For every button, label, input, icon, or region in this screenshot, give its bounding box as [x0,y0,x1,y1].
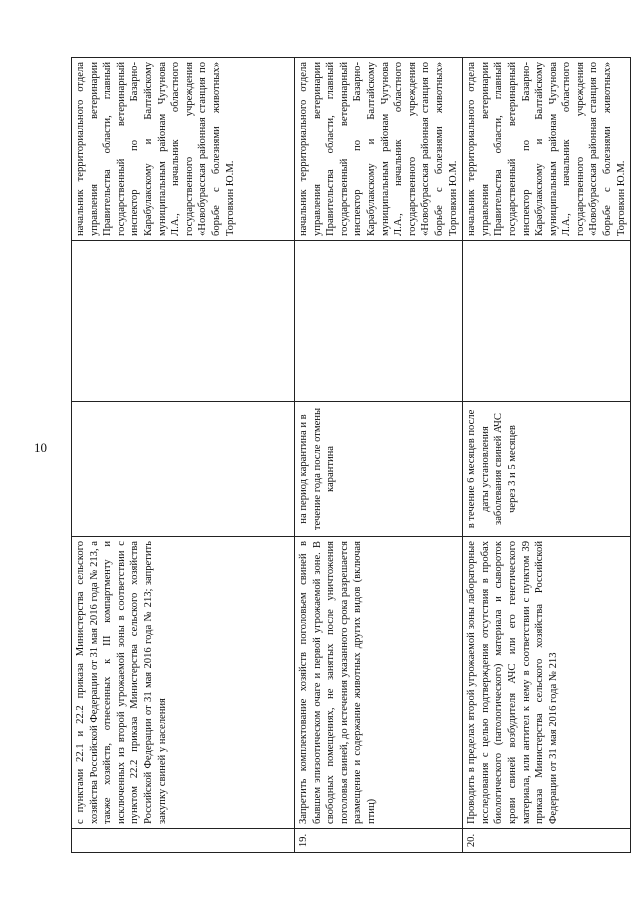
term-text [72,402,295,537]
measures-table [71,57,631,853]
measure-text: Запретить комплектование хозяйств поголовьем свиней в бывшем эпизоотическом очаге и первой угрожаемой зоне. В свободных помещениях, не занятых после уничтожения поголовья свиней, до истечения указанного срока разрешается размещение и содержание животных других видов (включая птиц) [295,537,463,829]
table-row [463,58,631,853]
empty-cell [463,241,631,402]
term-text: на период карантина и в течение года после отмены карантина [295,402,463,537]
page-number: 10 [34,440,47,455]
table-row [72,58,295,853]
empty-cell [295,241,463,402]
responsible-text: начальник территориального отдела управления ветеринарии Правительства области, главный государственный ветеринарный инспектор по Базарно-Карабулакскому и Балтайскому муниципальным районам Чугунова Л.А., начальник областного государственного учреждения «Новобурасская районная станция по борьбе с болезнями животных» Торговкин Ю.М. [295,58,463,241]
measure-text: Проводить в пределах второй угрожаемой зоны лабораторные исследования с целью подтверждения отсутствия в пробах биологического (патологического) материала и сывороток крови свиней возбудителя АЧС или его генетического материала, или антител к нему в соответствии с пунктом 39 приказа Министерства сельского хозяйства Российской Федерации от 31 мая 2016 года № 213 [463,537,631,829]
measure-text: с пунктами 22.1 и 22.2 приказа Министерства сельского хозяйства Российской Федерации от 31 мая 2016 года № 213, а также хозяйств, отнесенных к III компартменту и исключенных из второй угрожаемой зоны в соответствии с пунктом 22.2 приказа Министерства сельского хозяйства Российской Федерации от 31 мая 2016 года № 213; запретить закупку свиней у населения [72,537,295,829]
row-number: 19. [295,829,463,853]
empty-cell [72,241,295,402]
responsible-text: начальник территориального отдела управления ветеринарии Правительства области, главный государственный ветеринарный инспектор по Базарно-Карабулакскому и Балтайскому муниципальным районам Чугунова Л.А., начальник областного государственного учреждения «Новобурасская районная станция по борьбе с болезнями животных» Торговкин Ю.М. [463,58,631,241]
term-text: в течение 6 месяцев после даты установления заболевания свиней АЧС через 3 и 5 месяцев [463,402,631,537]
row-number: 20. [463,829,631,853]
row-number [72,829,295,853]
responsible-text: начальник территориального отдела управления ветеринарии Правительства области, главный государственный ветеринарный инспектор по Базарно-Карабулакскому и Балтайскому муниципальным районам Чугунова Л.А., начальник областного государственного учреждения «Новобурасская районная станция по борьбе с болезнями животных» Торговкин Ю.М. [72,58,295,241]
table-row [295,58,463,853]
rotated-page-content [71,58,627,853]
